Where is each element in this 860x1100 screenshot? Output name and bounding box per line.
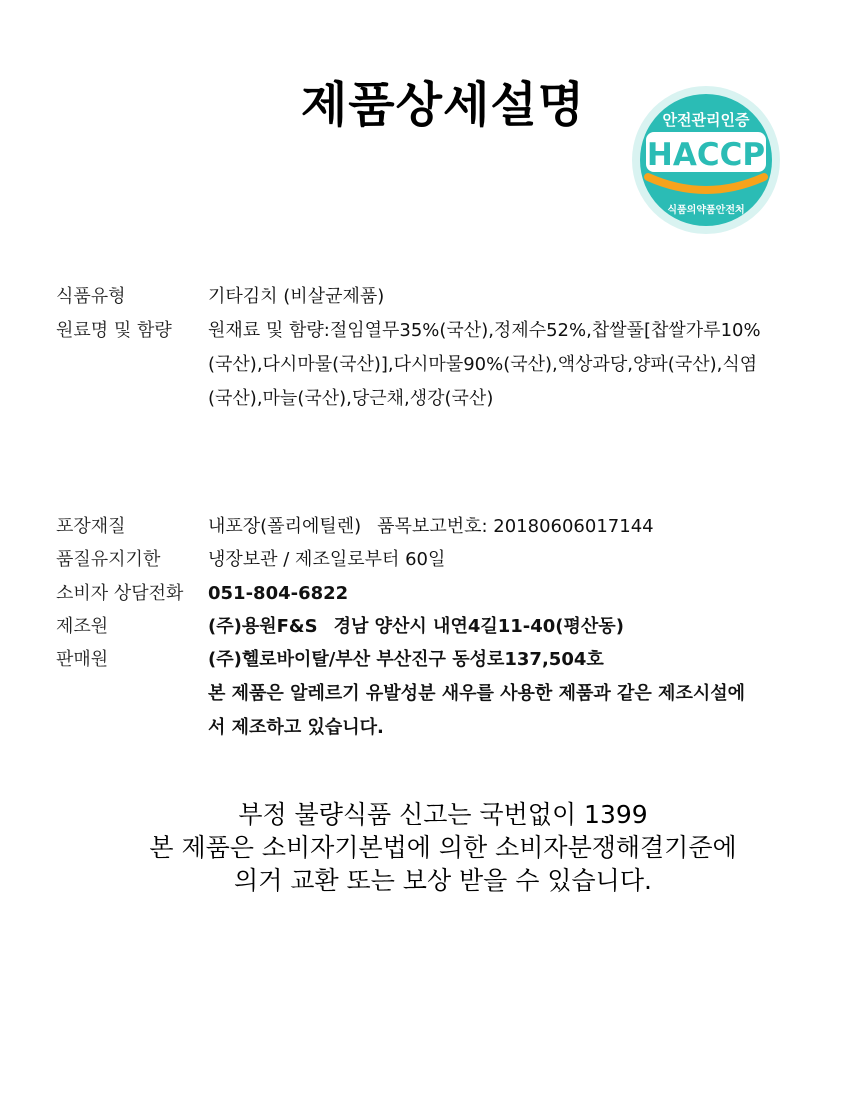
phone-row <box>56 577 816 611</box>
manufacturer-address: 경남 양산시 내연4길11-40(평산동) <box>333 616 624 637</box>
food-type-row <box>56 280 816 314</box>
manufacturer-label: 제조원 <box>56 616 109 637</box>
food-type-value: 기타김치 (비살균제품) <box>208 286 385 307</box>
haccp-badge-icon <box>626 85 786 235</box>
badge-top-text: 안전관리인증 <box>662 111 750 129</box>
packaging-value: 내포장(폴리에틸렌) <box>208 516 362 537</box>
notice-line: 부정 불량식품 신고는 국번없이 1399 <box>238 800 648 829</box>
allergy-notice-line: 본 제품은 알레르기 유발성분 새우를 사용한 제품과 같은 제조시설에 <box>208 683 745 704</box>
shelf-life-label: 품질유지기한 <box>56 549 161 570</box>
manufacturer-row <box>56 610 816 644</box>
phone-value: 051-804-6822 <box>208 583 349 604</box>
allergy-notice-line: 서 제조하고 있습니다. <box>208 717 384 738</box>
food-type-label: 식품유형 <box>56 286 126 307</box>
consumer-notice <box>0 798 860 897</box>
badge-main-text: HACCP <box>646 137 766 173</box>
report-number: 품목보고번호: 20180606017144 <box>377 516 654 537</box>
ingredients-line: (국산),다시마물(국산)],다시마물90%(국산),액상과당,양파(국산),식염 <box>208 354 758 375</box>
ingredients-line: 원재료 및 함량:절임열무35%(국산),정제수52%,찹쌀풀[찹쌀가루10% <box>208 320 761 341</box>
page-title: 제품상세설명 <box>300 77 586 133</box>
packaging-row <box>56 510 816 544</box>
shelf-life-value: 냉장보관 / 제조일로부터 60일 <box>208 549 446 570</box>
packaging-label: 포장재질 <box>56 516 126 537</box>
ingredients-value <box>208 314 816 416</box>
notice-line: 의거 교환 또는 보상 받을 수 있습니다. <box>234 866 652 895</box>
ingredients-line: (국산),마늘(국산),당근채,생강(국산) <box>208 388 494 409</box>
seller-value: (주)헬로바이탈/부산 부산진구 동성로137,504호 <box>208 649 604 670</box>
shelf-life-row <box>56 543 816 577</box>
phone-label: 소비자 상담전화 <box>56 583 184 604</box>
notice-line: 본 제품은 소비자기본법에 의한 소비자분쟁해결기준에 <box>149 833 737 862</box>
manufacturer-name: (주)용원F&S <box>208 616 318 637</box>
badge-bottom-text: 식품의약품안전처 <box>667 205 745 216</box>
seller-row <box>56 643 816 745</box>
seller-label: 판매원 <box>56 649 109 670</box>
ingredients-row <box>56 314 816 416</box>
ingredients-label: 원료명 및 함량 <box>56 320 172 341</box>
